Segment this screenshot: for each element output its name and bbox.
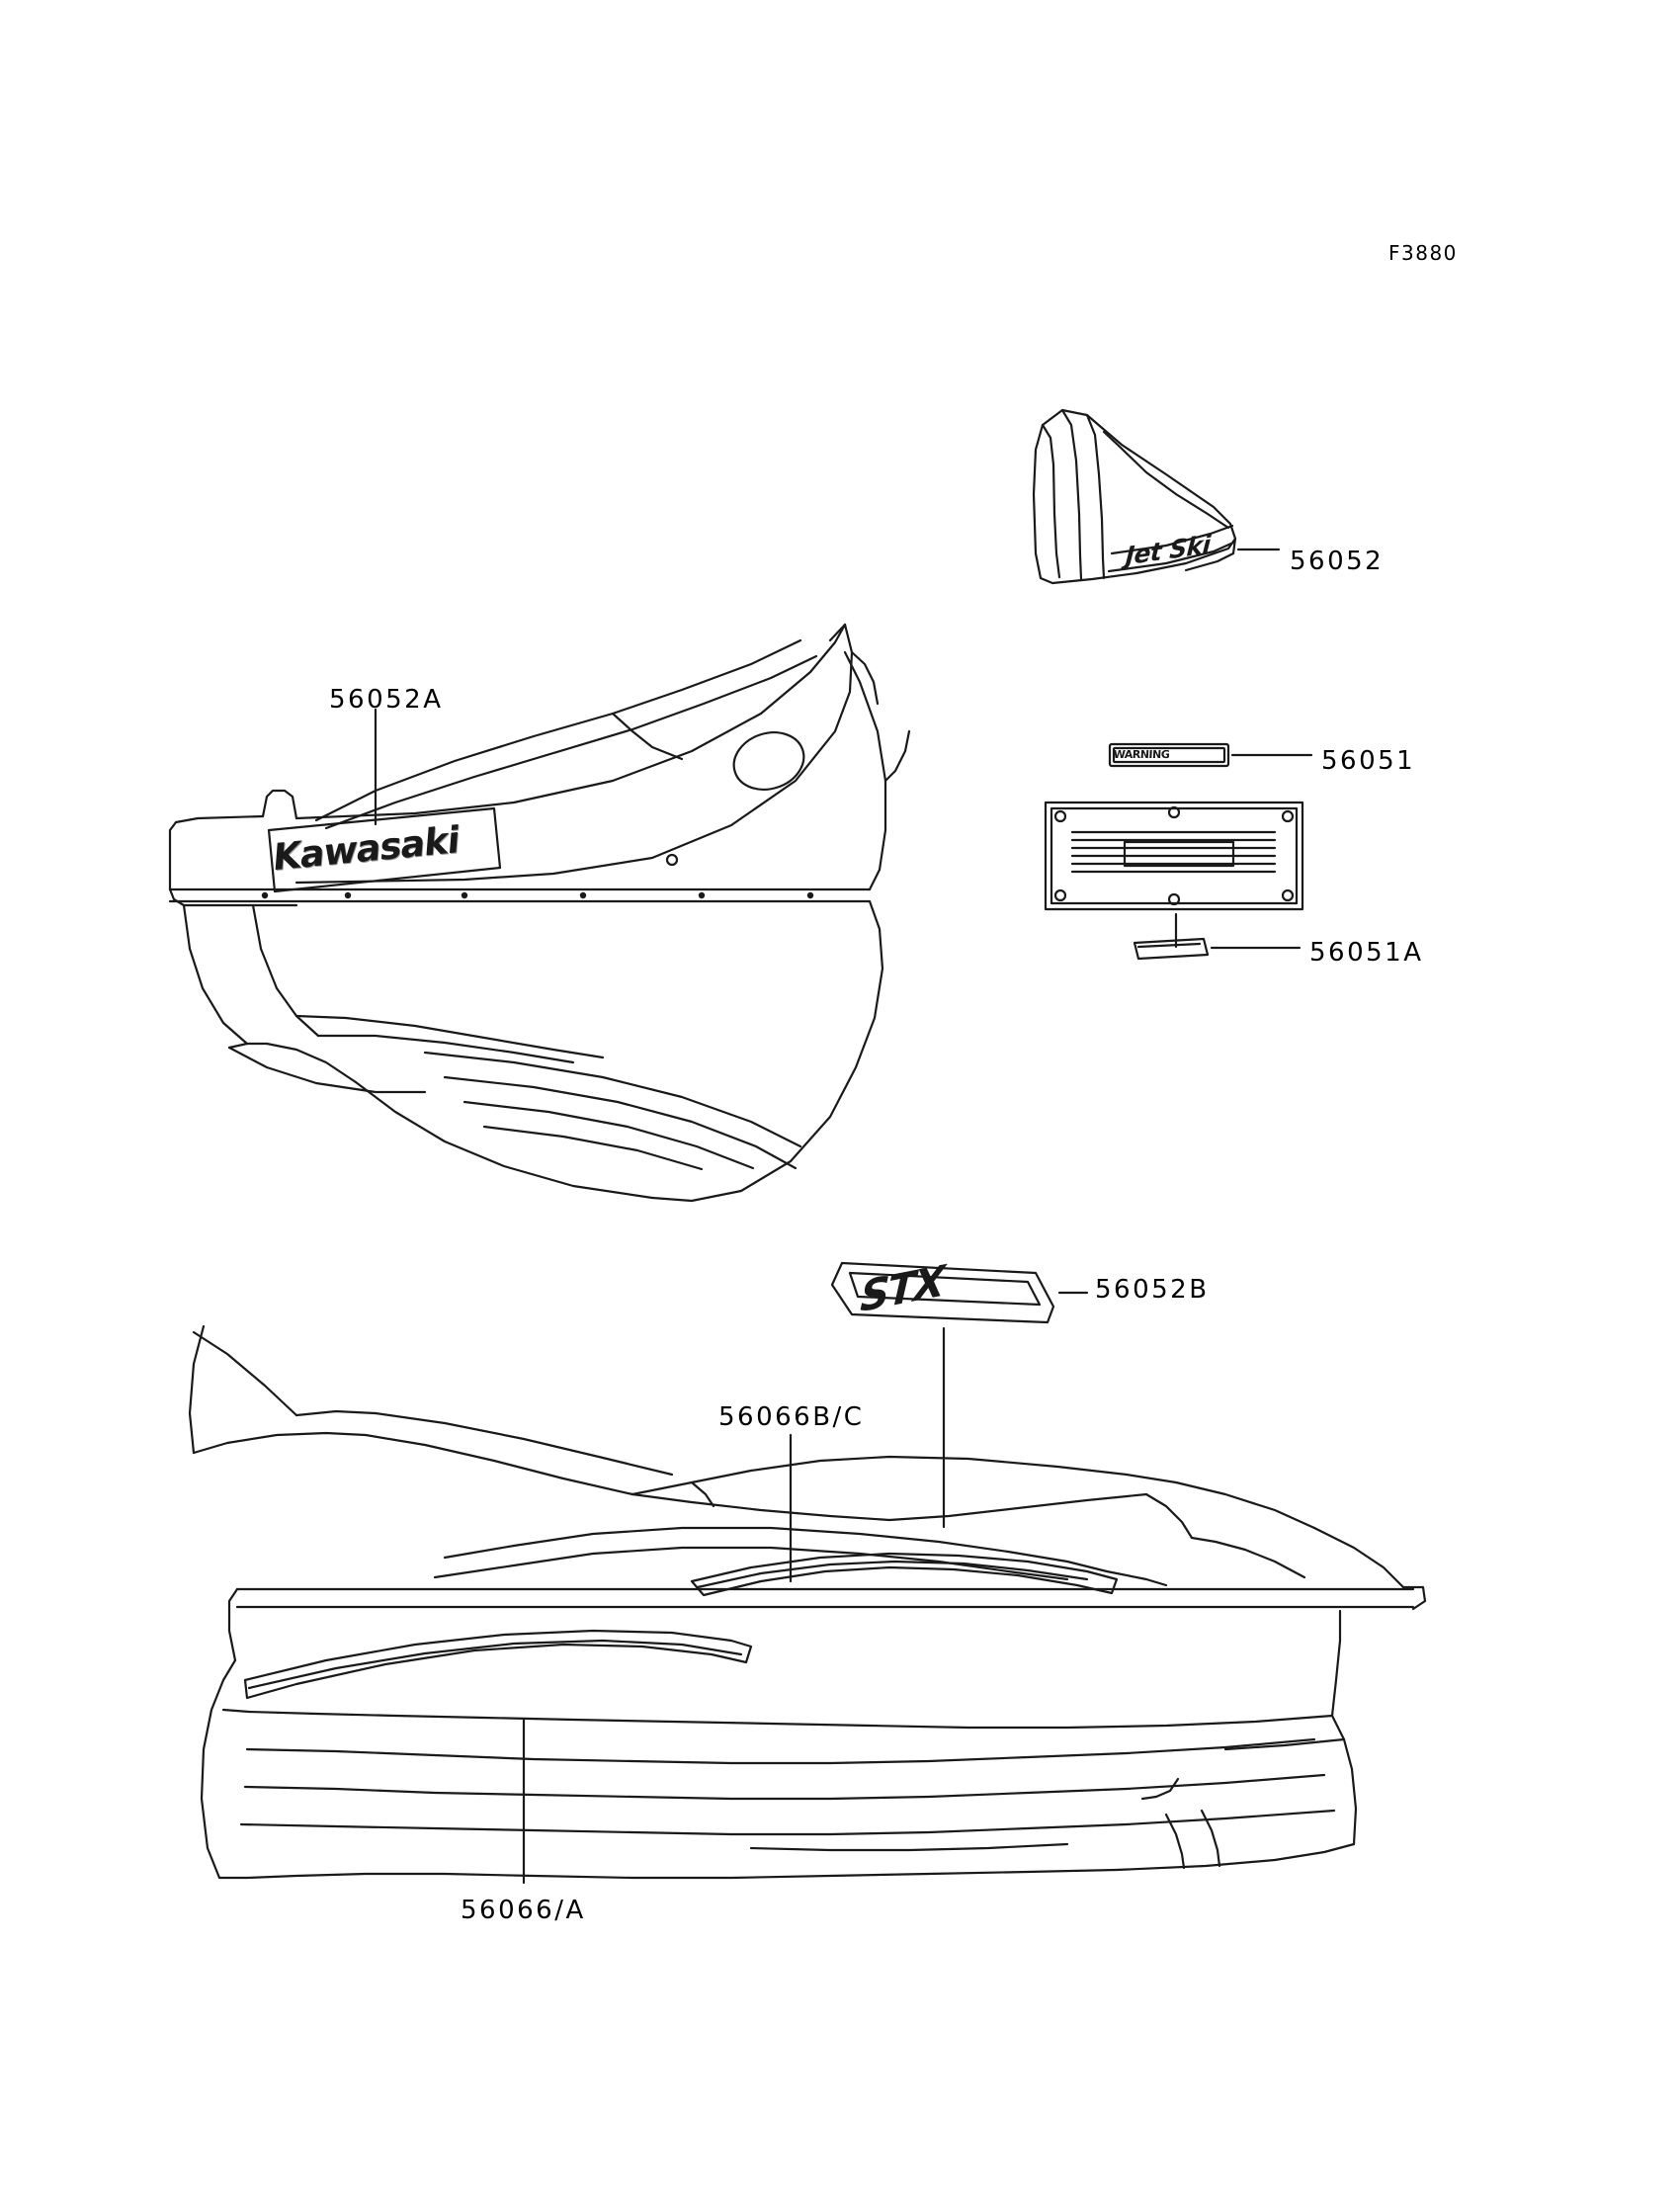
- callout-56051a[interactable]: 56051A: [1309, 938, 1424, 968]
- callout-56066a[interactable]: 56066/A: [461, 1896, 586, 1925]
- callout-56052a[interactable]: 56052A: [329, 685, 444, 715]
- engine-cover-plate: [1046, 803, 1302, 909]
- callout-56051[interactable]: 56051: [1321, 746, 1416, 776]
- callout-56052[interactable]: 56052: [1290, 547, 1385, 576]
- callout-56066bc[interactable]: 56066B/C: [718, 1402, 865, 1432]
- part-56051-shape: [1110, 744, 1228, 766]
- part-56052b-shape: [832, 1263, 1053, 1322]
- part-56052-shape: [1034, 410, 1235, 583]
- callout-56052b[interactable]: 56052B: [1095, 1275, 1210, 1305]
- stx-decal-text: STX: [859, 1255, 945, 1322]
- page-code: F3880: [1388, 241, 1458, 265]
- part-56051a-shape: [1134, 939, 1208, 959]
- jetski-decal-text: Jet Ski: [1124, 529, 1212, 571]
- warning-decal-text: WARNING: [1113, 748, 1170, 761]
- kawasaki-decal-text: Kawasaki: [271, 817, 462, 880]
- hull-front-assembly: [170, 625, 909, 1201]
